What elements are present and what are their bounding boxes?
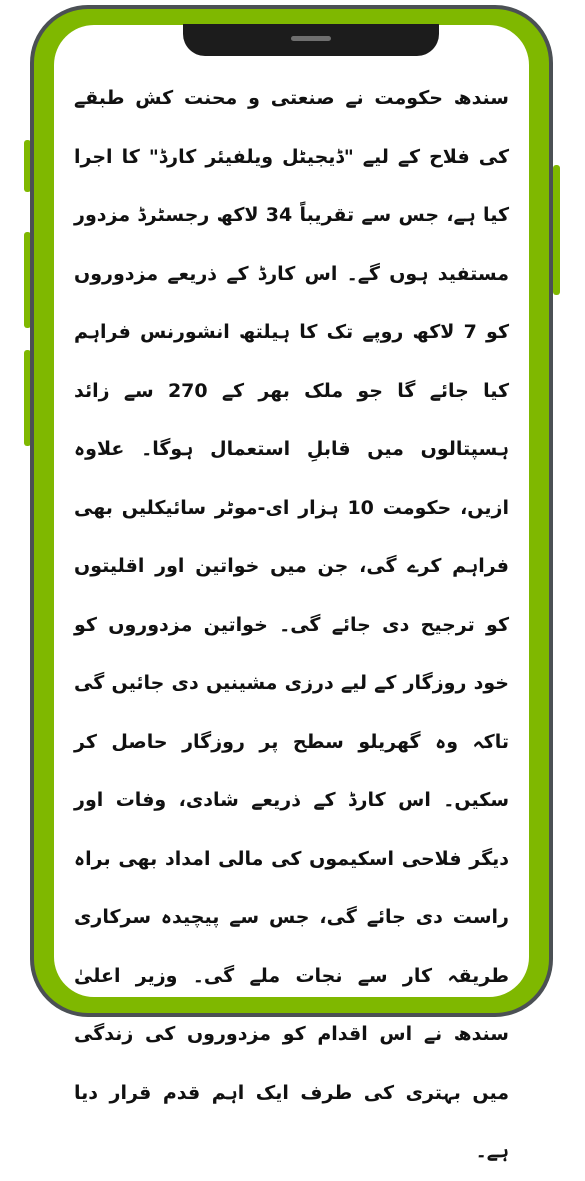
phone-frame	[30, 5, 553, 1162]
phone-notch	[183, 24, 439, 56]
article-text: سندھ حکومت نے صنعتی و محنت کش طبقے کی فلاح کے لیے "ڈیجیٹل ویلفیئر کارڈ" کا اجرا کیا ہے، جس سے تقریباً 34 لاکھ رجسٹرڈ مزدور مستفید ہوں گے۔ اس کارڈ کے ذریعے مزدوروں کو 7 لاکھ روپے تک کا ہیلتھ انشورنس فراہم کیا جائے گا جو ملک بھر کے 270 سے زائد ہسپتالوں میں قابلِ استعمال ہوگا۔ علاوہ ازیں، حکومت 10 ہزار ای-موٹر سائیکلیں بھی فراہم کرے گی، جن میں خواتین اور اقلیتوں کو ترجیح دی جائے گی۔ خواتین مزدوروں کو خود روزگار کے لیے درزی مشینیں دی جائیں گی تاکہ وہ گھریلو سطح پر روزگار حاصل کر سکیں۔ اس کارڈ کے ذریعے شادی، وفات اور دیگر فلاحی اسکیموں کی مالی امداد بھی براہ راست دی جائے گی، جس سے پیچیدہ سرکاری طریقہ کار سے نجات ملے گی۔ وزیر اعلیٰ سندھ نے اس اقدام کو مزدوروں کی زندگی میں بہتری کی طرف ایک اہم قدم قرار دیا ہے۔	[74, 87, 510, 1162]
speaker-icon	[291, 36, 331, 41]
phone-screen	[54, 25, 529, 1162]
power-button	[553, 165, 560, 295]
